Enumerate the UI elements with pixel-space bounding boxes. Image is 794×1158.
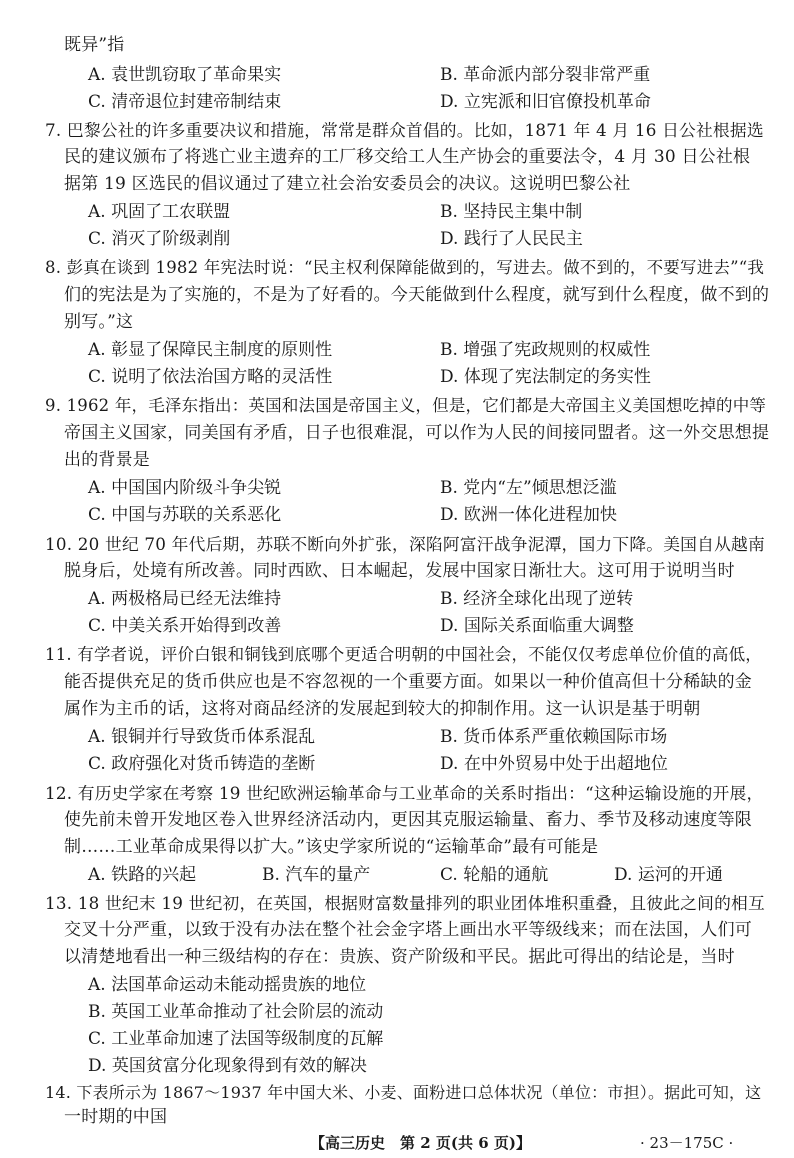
q7-option-b[interactable]: B. 坚持民主集中制: [440, 202, 583, 222]
page-footer: [0, 1132, 794, 1158]
q9-option-d[interactable]: D. 欧洲一体化进程加快: [440, 505, 617, 525]
q13-stem-line-3: 以清楚地看出一种三级结构的存在：贵族、资产阶级和平民。据此可得出的结论是，当时: [64, 947, 735, 967]
q7-option-a[interactable]: A. 巩固了工农联盟: [88, 202, 231, 222]
q7-stem-line-1: 7. 巴黎公社的许多重要决议和措施，常常是群众首倡的。比如，1871 年 4 月 16 日公社根据选: [45, 120, 764, 140]
q12-option-b[interactable]: B. 汽车的量产: [262, 865, 371, 885]
q7-option-c[interactable]: C. 消灭了阶级剥削: [88, 229, 231, 249]
q13-stem-line-1: 13. 18 世纪末 19 世纪初，在英国，根据财富数量排列的职业团体堆积重叠，且彼此之间的相互: [45, 893, 765, 913]
q8-stem-line-1: 8. 彭真在谈到 1982 年宪法时说：“民主权利保障能做到的，写进去。做不到的，不要写进去”“我: [45, 258, 765, 277]
q13-option-c[interactable]: C. 工业革命加速了法国等级制度的瓦解: [88, 1029, 384, 1049]
q10-stem-line-2: 脱身后，处境有所改善。同时西欧、日本崛起，发展中国家日渐壮大。这可用于说明当时: [64, 561, 735, 581]
q10-option-b[interactable]: B. 经济全球化出现了逆转: [440, 589, 634, 609]
q9-stem-line-1: 9. 1962 年，毛泽东指出：英国和法国是帝国主义，但是，它们都是大帝国主义美国想吃掉的中等: [45, 396, 767, 415]
q10-option-c[interactable]: C. 中美关系开始得到改善: [88, 616, 282, 636]
q11-stem-line-2: 能否提供充足的货币供应也是不容忽视的一个重要方面。如果以一种价值高但十分稀缺的金: [64, 672, 752, 692]
q11-option-c[interactable]: C. 政府强化对货币铸造的垄断: [88, 754, 316, 774]
q12-stem-line-3: 制……工业革命成果得以扩大。”该史学家所说的“运输革命”最有可能是: [64, 837, 599, 857]
q9-option-c[interactable]: C. 中国与苏联的关系恶化: [88, 505, 282, 525]
q13-stem-line-2: 交叉十分严重，以致于没有办法在整个社会金字塔上画出水平等级线来；而在法国，人们可: [64, 920, 752, 940]
q9-stem-line-3: 出的背景是: [64, 450, 150, 470]
q8-option-d[interactable]: D. 体现了宪法制定的务实性: [440, 367, 651, 387]
q6-option-c[interactable]: C. 清帝退位封建帝制结束: [88, 92, 282, 112]
q14-stem-line-2: 一时期的中国: [64, 1107, 168, 1127]
q8-stem-line-2: 们的宪法是为了实施的，不是为了好看的。今天能做到什么程度，就写到什么程度，做不到的: [64, 285, 770, 305]
q10-option-d[interactable]: D. 国际关系面临重大调整: [440, 616, 634, 636]
q11-option-d[interactable]: D. 在中外贸易中处于出超地位: [440, 754, 668, 774]
footer-exam-code: · 23－175C ·: [640, 1134, 734, 1152]
q10-option-a[interactable]: A. 两极格局已经无法维持: [88, 589, 282, 609]
q11-option-a[interactable]: A. 银铜并行导致货币体系混乱: [88, 727, 316, 747]
q13-option-a[interactable]: A. 法国革命运动未能动摇贵族的地位: [88, 975, 367, 995]
q12-option-d[interactable]: D. 运河的开通: [614, 865, 723, 885]
q13-option-d[interactable]: D. 英国贫富分化现象得到有效的解决: [88, 1056, 367, 1076]
q13-option-b[interactable]: B. 英国工业革命推动了社会阶层的流动: [88, 1002, 384, 1022]
q6-option-b[interactable]: B. 革命派内部分裂非常严重: [440, 65, 651, 85]
q7-stem-line-2: 民的建议颁布了将逃亡业主遗弃的工厂移交给工人生产协会的重要法令，4 月 30 日公社根: [64, 147, 751, 167]
q6-option-a[interactable]: A. 袁世凯窃取了革命果实: [88, 65, 282, 85]
q12-option-c[interactable]: C. 轮船的通航: [440, 865, 549, 885]
q6-option-d[interactable]: D. 立宪派和旧官僚投机革命: [440, 92, 651, 112]
q11-stem-line-3: 属作为主币的话，这将对商品经济的发展起到较大的抑制作用。这一认识是基于明朝: [64, 699, 701, 719]
q8-stem-line-3: 别写。”这: [64, 312, 134, 332]
q12-stem-line-2: 使先前未曾开发地区卷入世界经济活动内，更因其克服运输量、畜力、季节及移动速度等限: [64, 810, 752, 830]
q12-stem-line-1: 12. 有历史学家在考察 19 世纪欧洲运输革命与工业革命的关系时指出：“这种运输设施的开展，: [45, 783, 764, 803]
q9-stem-line-2: 帝国主义国家，同美国有矛盾，日子也很难混，可以作为人民的间接同盟者。这一外交思想提: [64, 423, 770, 443]
q11-option-b[interactable]: B. 货币体系严重依赖国际市场: [440, 727, 668, 747]
q11-stem-line-1: 11. 有学者说，评价白银和铜钱到底哪个更适合明朝的中国社会，不能仅仅考虑单位价值的高低，: [45, 645, 762, 664]
q6-tail: 既异”指: [64, 35, 125, 55]
q12-option-a[interactable]: A. 铁路的兴起: [88, 865, 197, 885]
q7-stem-line-3: 据第 19 区选民的倡议通过了建立社会治安委员会的决议。这说明巴黎公社: [64, 174, 631, 194]
q14-stem-line-1: 14. 下表所示为 1867～1937 年中国大米、小麦、面粉进口总体状况（单位：市担）。据此可知，这: [45, 1083, 762, 1102]
q8-option-a[interactable]: A. 彰显了保障民主制度的原则性: [88, 340, 333, 360]
q8-option-b[interactable]: B. 增强了宪政规则的权威性: [440, 340, 651, 360]
q9-option-b[interactable]: B. 党内“左”倾思想泛滥: [440, 478, 617, 498]
q7-option-d[interactable]: D. 践行了人民民主: [440, 229, 583, 249]
q9-option-a[interactable]: A. 中国国内阶级斗争尖锐: [88, 478, 282, 498]
q8-option-c[interactable]: C. 说明了依法治国方略的灵活性: [88, 367, 333, 387]
footer-page-info: 【高三历史 第 2 页(共 6 页)】: [310, 1134, 531, 1152]
q10-stem-line-1: 10. 20 世纪 70 年代后期，苏联不断向外扩张，深陷阿富汗战争泥潭，国力下降。美国自从越南: [45, 534, 765, 554]
